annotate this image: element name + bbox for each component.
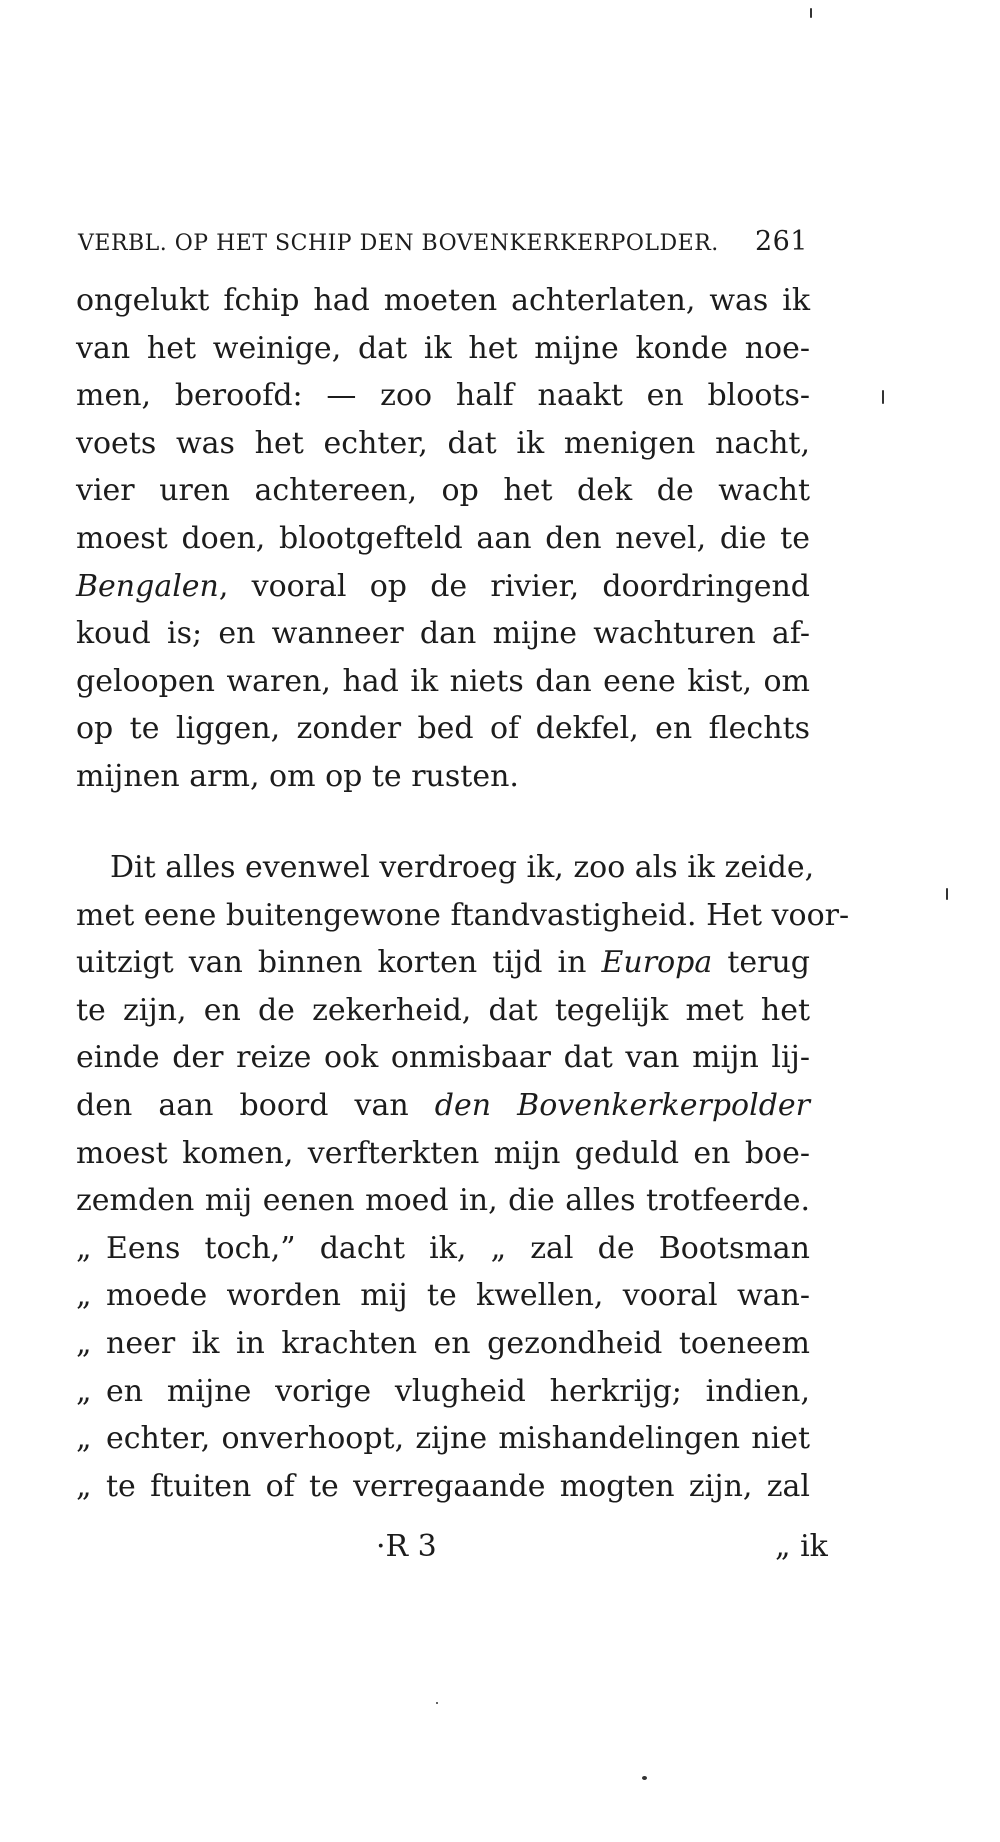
text-fragment: echter, onverhoopt, zijne mishandelingen niet: [106, 1421, 810, 1457]
text-line: vier uren achtereen, op het dek de wacht: [76, 473, 810, 509]
text-fragment: moede worden mij te kwellen, vooral wan-: [106, 1278, 810, 1314]
text-line: [76, 1082, 810, 1130]
page-footer: [0, 1522, 1000, 1572]
text-line: voets was het echter, dat ik menigen nacht,: [76, 425, 810, 461]
text-line: [76, 1463, 810, 1511]
quote-mark: „: [76, 1278, 92, 1314]
text-line: [76, 1415, 810, 1463]
quote-mark: „: [76, 1421, 92, 1457]
paper-speck: [642, 1776, 647, 1780]
text-line: einde der reize ook onmisbaar dat van mijn lij-: [76, 1040, 810, 1076]
italic-ship-name: den Bovenkerkerpolder: [434, 1087, 810, 1123]
text-line: [76, 1368, 810, 1416]
italic-place-name: Bengalen: [76, 568, 219, 604]
text-fragment: te ftuiten of te verregaande mogten zijn, zal: [106, 1468, 810, 1504]
paper-speck: [882, 390, 884, 404]
text-line: zemden mij eenen moed in, die alles trotfeerde.: [76, 1183, 810, 1219]
text-line: moest komen, verfterkten mijn geduld en boe-: [76, 1135, 810, 1171]
text-line: met eene buitengewone ftandvastigheid. Het voor-: [76, 897, 850, 933]
text-line: [76, 939, 810, 987]
page-number: 261: [754, 226, 808, 257]
running-title: VERBL. OP HET SCHIP DEN BOVENKERKERPOLDER.: [78, 231, 719, 256]
paper-speck: [946, 888, 948, 900]
text-line: ongelukt fchip had moeten achterlaten, was ik: [76, 283, 810, 318]
text-fragment: neer ik in krachten en gezondheid toeneem: [106, 1325, 810, 1361]
text-line: te zijn, en de zekerheid, dat tegelijk met het: [76, 992, 810, 1028]
paragraph-continued: [76, 277, 810, 801]
catchword: „ ik: [775, 1529, 828, 1564]
quote-mark: „: [76, 1373, 92, 1409]
paper-speck: [436, 1702, 438, 1704]
text-line: [76, 1272, 810, 1320]
text-line: [76, 1225, 810, 1273]
text-line: moest doen, blootgefteld aan den nevel, die te: [76, 520, 810, 556]
quote-mark: „: [76, 1325, 92, 1361]
text-fragment: zal de Bootsman: [530, 1230, 810, 1266]
quote-mark: „: [490, 1230, 507, 1266]
text-line: koud is; en wanneer dan mijne wachturen af-: [76, 616, 810, 652]
text-fragment: den aan boord van: [76, 1087, 409, 1123]
text-line: van het weinige, dat ik het mijne konde noe-: [76, 330, 810, 366]
running-header: [78, 226, 808, 257]
text-line: Dit alles evenwel verdroeg ik, zoo als ik zeide,: [110, 850, 815, 885]
text-line: [76, 1320, 810, 1368]
text-fragment: en mijne vorige vlugheid herkrijg; indien,: [106, 1373, 810, 1409]
quote-mark: „: [76, 1468, 92, 1504]
text-line: mijnen arm, om op te rusten.: [76, 758, 519, 794]
text-line: men, beroofd: — zoo half naakt en bloots-: [76, 378, 810, 414]
text-fragment: uitzigt van binnen korten tijd in: [76, 945, 587, 981]
text-fragment: Eens toch,” dacht ik,: [106, 1230, 467, 1266]
paper-speck: [810, 8, 812, 18]
text-line: op te liggen, zonder bed of dekfel, en flechts: [76, 711, 810, 747]
quote-mark: „: [76, 1230, 92, 1266]
text-line: [76, 563, 810, 611]
signature-mark: ·R 3: [376, 1529, 437, 1564]
text-fragment: terug: [727, 945, 810, 981]
text-fragment: , vooral op de rivier, doordringend: [218, 568, 810, 604]
text-line: geloopen waren, had ik niets dan eene kist, om: [76, 663, 810, 699]
italic-place-name: Europa: [601, 945, 713, 981]
paragraph: [76, 844, 850, 1510]
